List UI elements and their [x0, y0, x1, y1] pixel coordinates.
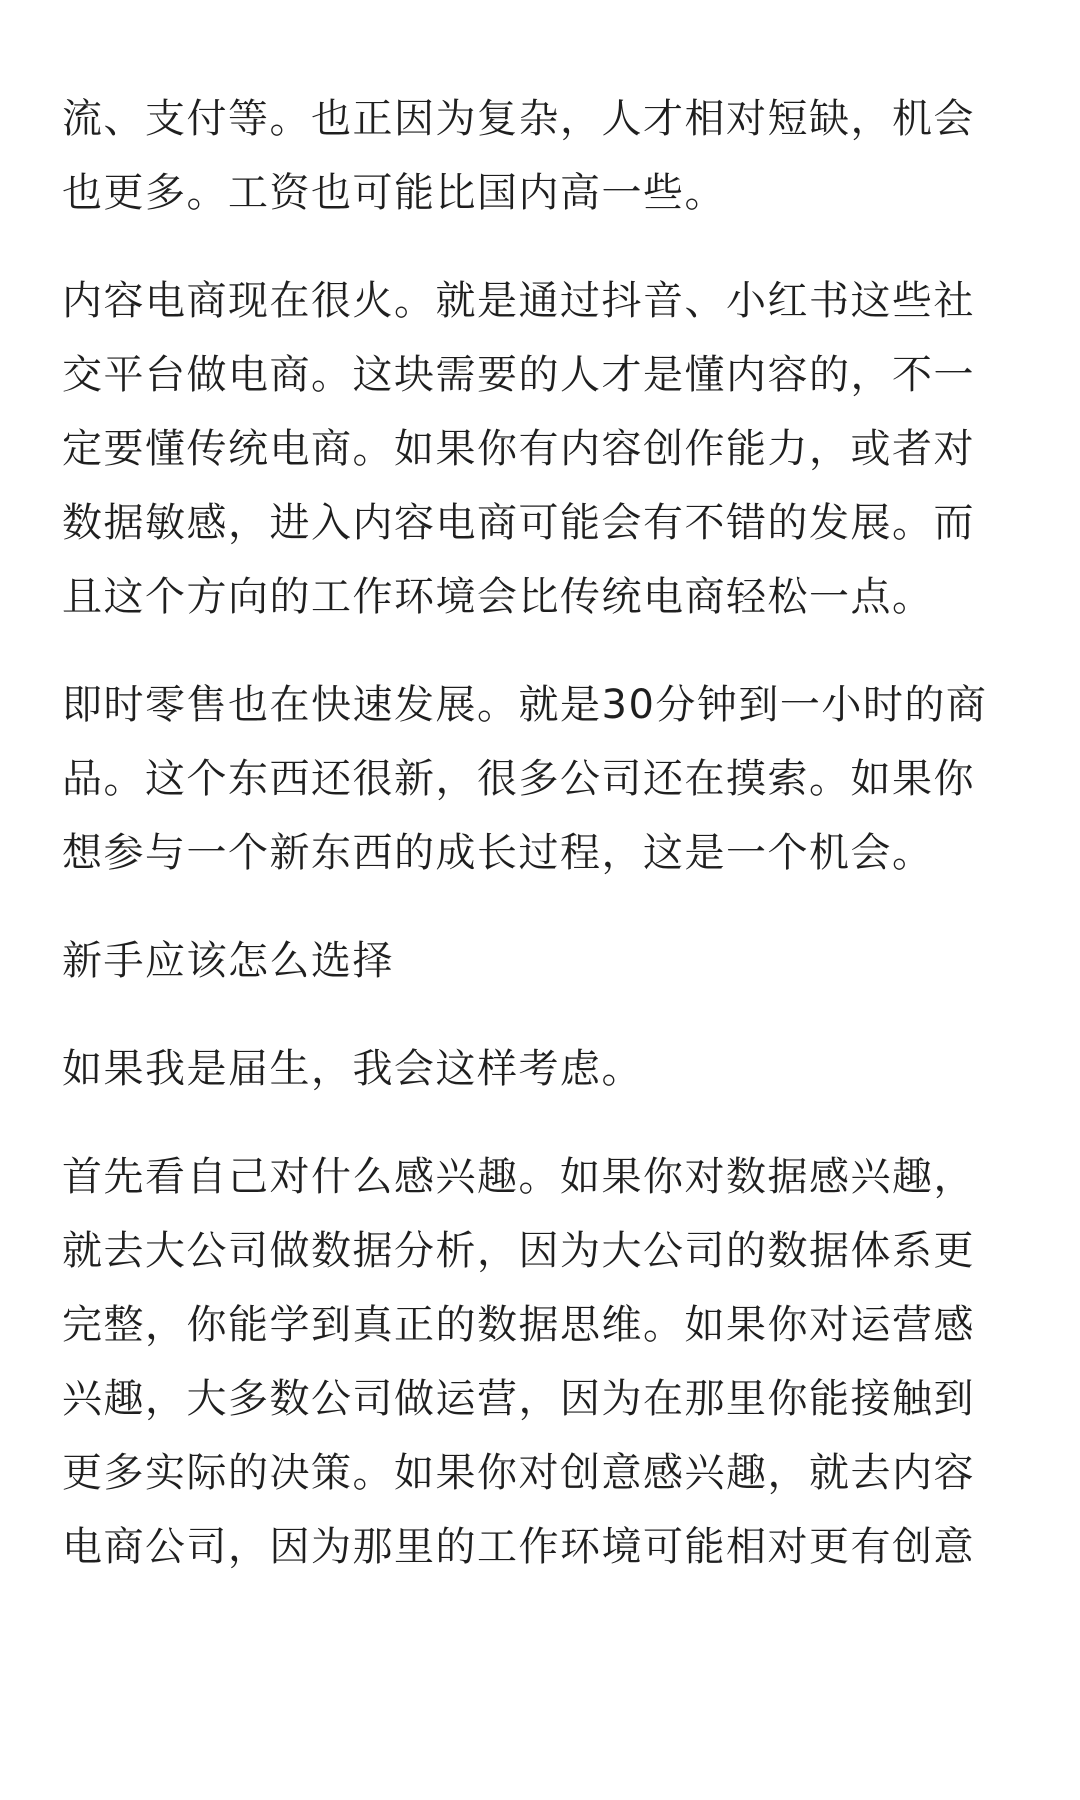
text-line: 交平台做电商。这块需要的人才是懂内容的，不一 [62, 352, 975, 398]
text-line: 兴趣，大多数公司做运营，因为在那里你能接触到 [62, 1376, 975, 1422]
paragraph-content-ecommerce [62, 264, 1022, 634]
text-line: 首先看自己对什么感兴趣。如果你对数据感兴趣， [62, 1154, 975, 1200]
text-line: 流、支付等。也正因为复杂，人才相对短缺，机会 [62, 96, 975, 142]
text-line: 就去大公司做数据分析，因为大公司的数据体系更 [62, 1228, 975, 1274]
text-line: 更多实际的决策。如果你对创意感兴趣，就去内容 [62, 1450, 975, 1496]
paragraph-interest-based-choice [62, 1140, 1022, 1584]
text-line: 新手应该怎么选择 [62, 938, 394, 984]
text-line: 也更多。工资也可能比国内高一些。 [62, 170, 726, 216]
text-line: 电商公司，因为那里的工作环境可能相对更有创意 [62, 1524, 975, 1570]
paragraph-cross-border-summary [62, 82, 1022, 230]
text-line: 内容电商现在很火。就是通过抖音、小红书这些社 [62, 278, 975, 324]
text-line: 定要懂传统电商。如果你有内容创作能力，或者对 [62, 426, 975, 472]
article-body [62, 82, 1022, 1618]
paragraph-if-i-were-graduate [62, 1032, 1022, 1106]
text-line: 即时零售也在快速发展。就是30分钟到一小时的商 [62, 682, 988, 728]
paragraph-instant-retail [62, 668, 1022, 890]
text-line: 数据敏感，进入内容电商可能会有不错的发展。而 [62, 500, 975, 546]
text-line: 且这个方向的工作环境会比传统电商轻松一点。 [62, 574, 934, 620]
text-line: 完整，你能学到真正的数据思维。如果你对运营感 [62, 1302, 975, 1348]
text-line: 想参与一个新东西的成长过程，这是一个机会。 [62, 830, 934, 876]
section-heading-how-to-choose [62, 924, 1022, 998]
text-line: 品。这个东西还很新，很多公司还在摸索。如果你 [62, 756, 975, 802]
text-line: 如果我是届生，我会这样考虑。 [62, 1046, 643, 1092]
